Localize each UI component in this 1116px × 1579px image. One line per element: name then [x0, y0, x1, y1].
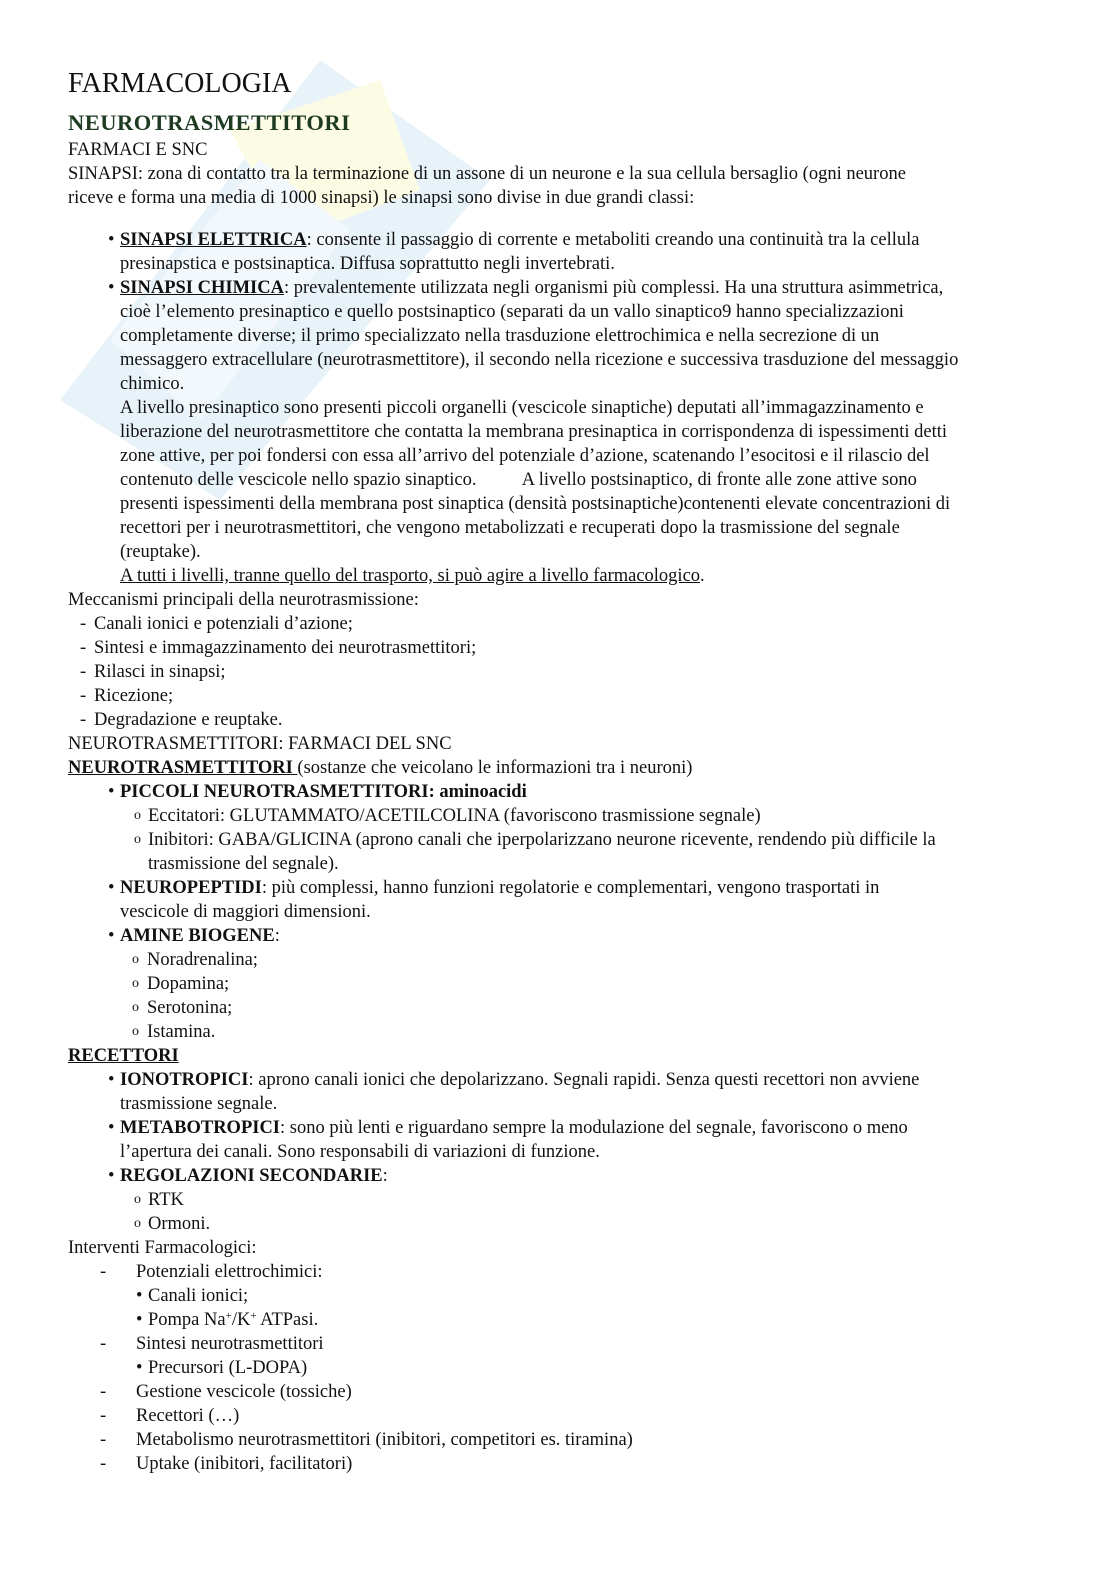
bullet-icon: • [108, 278, 115, 298]
term-label: SINAPSI ELETTRICA [120, 230, 307, 250]
bullet-icon: • [108, 1118, 115, 1138]
term-label: NEUROTRASMETTITORI [68, 758, 298, 778]
circle-bullet-icon: o [132, 1024, 139, 1039]
subheading: FARMACI E SNC [68, 140, 208, 160]
document-page: FARMACOLOGIA NEUROTRASMETTITORI FARMACI E SNC SINAPSI: zona di contatto tra la terminazione di un assone di un neurone e la sua cellula bersaglio (ogni neurone riceve e forma una media di 1000 sinapsi) le sinapsi sono divise in due grandi classi: • SINAPSI ELETTRICA: consente il passaggio di corrente e metaboliti creando una continuità tra la cellula presinapstica e postsinaptica. Diffusa soprattutto negli invertebrati. • SINAPSI CHIMICA: prevalentemente utilizzata negli organismi più complessi. Ha una struttura asimmetrica, cioè l’elemento presinaptico e quello postsinaptico (separati da un vallo sinaptico9 hanno specializzazioni completamente diverse; il primo specializzato nella trasduzione elettrochimica e nella secrezione di un messaggero extracellulare (neurotrasmettitore), il secondo nella ricezione e successiva trasduzione del messaggio chimico. A livello presinaptico sono presenti piccoli organelli (vescicole sinaptiche) deputati all’immagazzinamento e liberazione del neurotrasmettitore che contatta la membrana presinaptica in corrispondenza di ispessimenti detti zone attive, per poi fondersi con essa all’arrivo del potenziale d’azione, scatenando l’esocitosi e il rilascio del contenuto delle vescicole nello spazio sinaptico. A livello postsinaptico, di fronte alle zone attive sono presenti ispessimenti della membrana post sinaptica (densità postsinaptiche)contenenti elevate concentrazioni di recettori per i neurotrasmettitori, che vengono metabolizzati e recuperati dopo la trasmissione del segnale (reuptake). A tutti i livelli, tranne quello del trasporto, si può agire a livello farmacologico. Meccanismi principali della neurotrasmissione: - Canali ionici e potenziali d’azione; - Sintesi e immagazzinamento dei neurotrasmettitori; - Rilasci in sinapsi; - Ricezione; - Degradazione e reuptake. NEUROTRASMETTITORI: FARMACI DEL SNC NEUROTRASMETTITORI (sostanze che veicolano le informazioni tra i neuroni) • PICCOLI NEUROTRASMETTITORI: aminoacidi o Eccitatori: GLUTAMMATO/ACETILCOLINA (favoriscono trasmissione segnale) o Inibitori: GABA/GLICINA (aprono canali che iperpolarizzano neurone ricevente, rendendo più difficile la trasmissione del segnale). • NEUROPEPTIDI: più complessi, hanno funzioni regolatorie e complementari, vengono trasportati in vescicole di maggiori dimensioni. • AMINE BIOGENE: o Noradrenalina; o Dopamina; o Serotonina; o Istamina. RECETTORI • IONOTROPICI: aprono canali ionici che depolarizzano. Segnali rapidi. Senza questi recettori non avviene trasmissione segnale. • METABOTROPICI: sono più lenti e riguardano sempre la modulazione del segnale, favoriscono o meno l’apertura dei canali. Sono responsabili di variazioni di funzione. • REGOLAZIONI SECONDARIE: o RTK o Ormoni. Interventi Farmacologici: - Potenziali elettrochimici: • Canali ionici; • Pompa Na+/K+ ATPasi. - Sintesi neurotrasmettitori • Precursori (L-DOPA) - Gestione vescicole (tossiche) - Recettori (…) - Metabolismo neurotrasmettitori (inibitori, competitori es. tiramina) - Uptake (inibitori, facilitatori) [68, 66, 1058, 1476]
list-item: • METABOTROPICI: sono più lenti e riguardano sempre la modulazione del segnale, favoriscono o meno l’apertura dei canali. Sono responsabili di variazioni di funzione. [108, 1118, 908, 1162]
underlined-note: A tutti i livelli, tranne quello del trasporto, si può agire a livello farmacologico [120, 566, 701, 586]
bullet-icon: • [108, 1166, 115, 1186]
list-item: • NEUROPEPTIDI: più complessi, hanno funzioni regolatorie e complementari, vengono trasportati in vescicole di maggiori dimensioni. [108, 878, 880, 922]
sub-list-item: o Dopamina; [132, 974, 230, 994]
list-item: • SINAPSI CHIMICA: prevalentemente utilizzata negli organismi più complessi. Ha una struttura asimmetrica, cioè l’elemento presinaptico e quello postsinaptico (separati da un vallo sinaptico9 hanno specializzazioni completamente diverse; il primo specializzato nella trasduzione elettrochimica e nella secrezione di un messaggero extracellulare (neurotrasmettitore), il secondo nella ricezione e successiva trasduzione del messaggio chimico. A livello presinaptico sono presenti piccoli organelli (vescicole sinaptiche) deputati all’immagazzinamento e liberazione del neurotrasmettitore che contatta la membrana presinaptica in corrispondenza di ispessimenti detti zone attive, per poi fondersi con essa all’arrivo del potenziale d’azione, scatenando l’esocitosi e il rilascio del contenuto delle vescicole nello spazio sinaptico. A livello postsinaptico, di fronte alle zone attive sono presenti ispessimenti della membrana post sinaptica (densità postsinaptiche)contenenti elevate concentrazioni di recettori per i neurotrasmettitori, che vengono metabolizzati e recuperati dopo la trasmissione del segnale (reuptake). A tutti i livelli, tranne quello del trasporto, si può agire a livello farmacologico. [108, 278, 959, 586]
list-item: • PICCOLI NEUROTRASMETTITORI: aminoacidi [108, 782, 527, 802]
list-item: - Sintesi neurotrasmettitori [100, 1334, 324, 1354]
term-label: SINAPSI CHIMICA [120, 278, 284, 298]
list-item: • SINAPSI ELETTRICA: consente il passaggio di corrente e metaboliti creando una continuità tra la cellula presinapstica e postsinaptica. Diffusa soprattutto negli invertebrati. [108, 230, 920, 274]
paragraph-line: SINAPSI: zona di contatto tra la terminazione di un assone di un neurone e la sua cellula bersaglio (ogni neurone [68, 164, 906, 184]
list-item: - Canali ionici e potenziali d’azione; [80, 614, 353, 634]
list-item: - Degradazione e reuptake. [80, 710, 283, 730]
sub-list-item: o Eccitatori: GLUTAMMATO/ACETILCOLINA (favoriscono trasmissione segnale) [134, 806, 761, 826]
list-item: - Metabolismo neurotrasmettitori (inibitori, competitori es. tiramina) [100, 1430, 633, 1450]
doc-title: FARMACOLOGIA [68, 68, 292, 99]
list-item: - Recettori (…) [100, 1406, 240, 1426]
circle-bullet-icon: o [134, 808, 141, 823]
section-title: NEUROTRASMETTITORI: FARMACI DEL SNC [68, 734, 452, 754]
list-item: - Ricezione; [80, 686, 174, 706]
circle-bullet-icon: o [134, 1216, 141, 1231]
list-item: - Rilasci in sinapsi; [80, 662, 226, 682]
sub-list-item: • Pompa Na+/K+ ATPasi. [136, 1310, 319, 1330]
circle-bullet-icon: o [132, 976, 139, 991]
circle-bullet-icon: o [132, 952, 139, 967]
bullet-icon: • [108, 926, 115, 946]
list-item: - Gestione vescicole (tossiche) [100, 1382, 352, 1402]
list-item: - Potenziali elettrochimici: [100, 1262, 323, 1282]
bullet-icon: • [108, 230, 115, 250]
sub-list-item: o Ormoni. [134, 1214, 211, 1234]
sub-list-item: o Istamina. [132, 1022, 216, 1042]
paragraph-line: riceve e forma una media di 1000 sinapsi) le sinapsi sono divise in due grandi classi: [68, 188, 695, 208]
bullet-icon: • [108, 878, 115, 898]
bullet-icon: • [136, 1310, 143, 1330]
section-title: RECETTORI [68, 1046, 179, 1066]
list-item: • REGOLAZIONI SECONDARIE: [108, 1166, 388, 1186]
sub-list-item: o Noradrenalina; [132, 950, 258, 970]
section-title: Interventi Farmacologici: [68, 1238, 257, 1258]
sub-list-item: o RTK [134, 1190, 184, 1210]
circle-bullet-icon: o [134, 1192, 141, 1207]
sub-list-item: o Inibitori: GABA/GLICINA (aprono canali che iperpolarizzano neurone ricevente, rendendo più difficile la trasmissione del segnale). [134, 830, 936, 874]
list-item: - Uptake (inibitori, facilitatori) [100, 1454, 353, 1474]
sub-list-item: o Serotonina; [132, 998, 233, 1018]
bullet-icon: • [108, 782, 115, 802]
section-title: Meccanismi principali della neurotrasmissione: [68, 590, 419, 610]
circle-bullet-icon: o [132, 1000, 139, 1015]
section-heading: NEUROTRASMETTITORI [68, 110, 351, 135]
list-item: - Sintesi e immagazzinamento dei neurotrasmettitori; [80, 638, 477, 658]
bullet-icon: • [136, 1286, 143, 1306]
bullet-icon: • [108, 1070, 115, 1090]
sub-list-item: • Canali ionici; [136, 1286, 249, 1306]
bullet-icon: • [136, 1358, 143, 1378]
list-item: • AMINE BIOGENE: [108, 926, 280, 946]
list-item: • IONOTROPICI: aprono canali ionici che depolarizzano. Segnali rapidi. Senza questi recettori non avviene trasmissione segnale. [108, 1070, 920, 1114]
sub-list-item: • Precursori (L-DOPA) [136, 1358, 308, 1378]
circle-bullet-icon: o [134, 832, 141, 847]
